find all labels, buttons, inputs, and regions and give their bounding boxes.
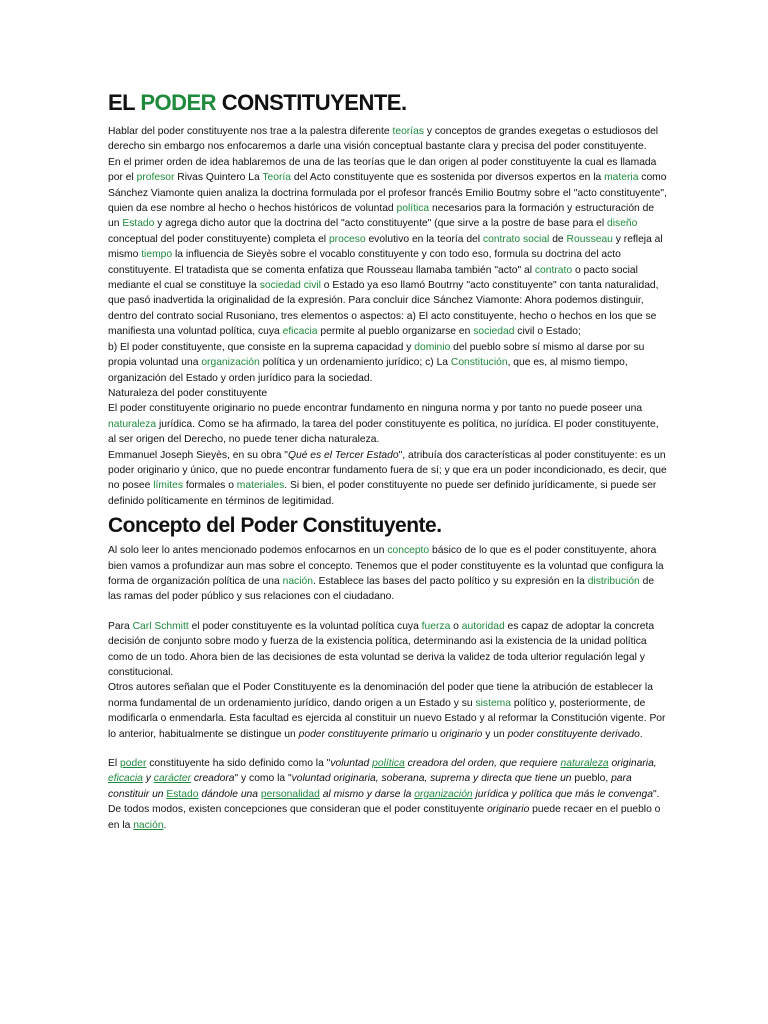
inline-link[interactable]: dominio [414,341,451,353]
inline-link[interactable]: Estado [122,218,155,230]
text-run: ", atribuía dos características al poder constituyente: es un poder originario y único, que no puede encontrar fundamento fuera de sí; y que era un poder incondicionado, es decir, que no posee [108,449,667,492]
paragraph [108,155,668,340]
text-run: poder constituyente derivado [507,728,640,740]
inline-link[interactable]: eficacia [282,326,318,338]
text-run: u [428,728,441,740]
text-run: originaria, [608,758,657,770]
text-run: Para [108,620,133,632]
inline-link[interactable]: política [372,758,405,770]
paragraph [108,680,668,742]
text-run: al mismo y darse la [319,788,415,800]
inline-link[interactable]: organización [414,788,473,800]
text-run: . [639,728,643,740]
text-run: jurídica. Como se ha afirmado, la tarea del poder constituyente es política, no jurídica. El poder constituyente, al ser origen del Derecho, no puede tener dicha naturaleza. [108,418,659,446]
text-run: Hablar del poder constituyente nos trae a la palestra diferente [108,126,393,137]
text-run: de las ramas del poder público y sus relaciones con el ciudadano. [108,575,655,603]
text-run: del pueblo sobre sí mismo al darse por su propia voluntad una [108,341,645,369]
text-run: Otros autores señalan que el Poder Constituyente es la denominación del poder que tiene la atribución de establecer la norma fundamental de un ordenamiento jurídico, dando origen a un Estado y su [108,682,653,709]
text-run: , que es, al mismo tiempo, organización del Estado y orden jurídico para la sociedad. [108,357,628,384]
intro-body [108,124,668,509]
text-run: b) El poder constituyente, que consiste en la suprema capacidad y [108,341,415,353]
text-run: o [450,620,462,632]
text-run: civil o Estado; [514,326,581,338]
paragraph-spacer [108,742,668,756]
concept-body [108,543,668,833]
paragraph [108,124,668,155]
paragraph-spacer [108,605,668,619]
text-run: básico de lo que es el poder constituyente, ahora bien vamos a profundizar aun mas sobre el concepto. Tenemos que el poder constituyente es la voluntad que configura la forma de organización política de una [108,545,664,587]
text-run: voluntad [330,758,373,770]
text-run: . [163,819,167,831]
text-run: la influencia de Sieyès sobre el vocablo constituyente y con todo eso, formula su doctrina del acto constituyente. El tratadista que se comenta enfatiza que Rousseau llamaba también "acto" al [108,249,621,276]
text-run: originario [486,804,530,816]
text-run: es capaz de adoptar la concreta decisión de conjunto sobre modo y fuerza de la existencia política, determinando asi la existencia de la unidad política como de un todo. Ahora bien de las decisiones de esta voluntad se deriva la validez de toda ulterior regulación legal y constitucional. [108,620,655,678]
inline-link[interactable]: nación [282,575,313,587]
text-run: y agrega dicho autor que la doctrina del "acto constituyente" (que sirve a la postre de base para el [154,218,608,230]
text-run: para constituir un [108,773,632,800]
text-run: voluntad originaria, soberana, suprema y directa que tiene un [291,773,575,785]
inline-link[interactable]: naturaleza [560,758,609,770]
text-run: y conceptos de grandes exegetas o estudiosos del derecho sin embargo nos enfocaremos a darle una visión conceptual bastante clara y precisa del poder constituyente. [108,126,659,153]
paragraph [108,756,668,833]
inline-link[interactable]: proceso [328,233,366,245]
text-run: ". De todos modos, existen concepciones que consideran que el poder constituyente [108,788,660,816]
inline-link[interactable]: naturaleza [108,418,157,430]
inline-link[interactable]: Rousseau [566,233,613,245]
text-run: Emmanuel Joseph Sieyès, en su obra " [108,449,288,461]
text-run: político y, posteriormente, de modificarla o enmendarla. Esta facultad es ejercida al constituir un nuevo Estado y al reformar la Constitución vigente. Por lo anterior, habitualmente se distingue un [108,697,666,740]
inline-link[interactable]: eficacia [108,773,143,785]
text-run: pueblo, [574,773,612,785]
inline-link[interactable]: Carl Schmitt [132,620,189,632]
text-run: creadora del orden, que requiere [404,758,561,770]
inline-link[interactable]: materiales [236,480,285,492]
text-run: evolutivo en la teoría del [365,233,483,245]
text-run: Qué es el Tercer Estado [287,449,399,461]
text-run: poder constituyente primario [298,728,429,740]
text-run: o pacto social mediante el cual se constituye la [108,264,638,292]
text-run: Al solo leer lo antes mencionado podemos enfocarnos en un [108,545,388,557]
text-run: " y como la " [234,773,292,785]
text-run: y [142,773,154,785]
title-prefix: EL [108,90,141,115]
inline-link[interactable]: fuerza [421,620,451,632]
inline-link[interactable]: concepto [387,545,430,557]
text-run: formales o [182,480,237,492]
text-run: política y un ordenamiento jurídico; c) La [259,357,451,369]
text-run: del Acto constituyente que es sostenida por diversos expertos en la [290,172,605,184]
text-run: . Si bien, el poder constituyente no puede ser definido jurídicamente, si puede ser definido políticamente en términos de legitimidad. [108,480,657,507]
text-run: el poder constituyente es la voluntad política cuya [188,620,422,632]
inline-link[interactable]: profesor [136,172,175,184]
page-title [108,90,668,116]
text-run: necesarios para la formación y estructuración de un [108,203,655,230]
title-accent: PODER [140,90,217,115]
paragraph [108,401,668,447]
inline-link[interactable]: autoridad [461,620,505,632]
inline-link[interactable]: sociedad [473,326,515,338]
paragraph [108,619,668,681]
inline-link[interactable]: límites [153,480,183,492]
paragraph [108,448,668,510]
inline-link[interactable]: personalidad [260,788,320,800]
paragraph [108,386,668,401]
inline-link[interactable]: distribución [587,575,640,587]
inline-link[interactable]: Teoría [262,172,291,184]
text-run: conceptual del poder constituyente) completa el [108,233,329,245]
text-run: jurídica y política que más le convenga [472,788,653,800]
inline-link[interactable]: sistema [475,697,511,709]
text-run: En el primer orden de idea hablaremos de una de las teorías que le dan origen al poder constituyente la cual es llamada por el [108,156,657,184]
inline-link[interactable]: nación [133,819,164,831]
paragraph [108,543,668,605]
inline-link[interactable]: carácter [153,773,191,785]
inline-link[interactable]: Estado [166,788,199,800]
text-run: como Sánchez Viamonte quien analiza la doctrina formulada por el profesor francés Emilio Boutmy sobre el "acto constituyente", quien da ese nombre al hecho o hechos históricos de voluntad [108,172,667,215]
text-run: Naturaleza del poder constituyente [108,387,268,399]
inline-link[interactable]: sociedad civil [259,280,321,292]
inline-link[interactable]: materia [604,172,639,184]
text-run: dándole una [198,788,261,800]
text-run: Rivas Quintero La [174,172,263,184]
text-run: puede recaer en el pueblo o en la [108,804,661,831]
text-run: constituyente ha sido definido como la " [146,758,331,770]
inline-link[interactable]: contrato social [482,233,550,245]
text-run: . Establece las bases del pacto político y su expresión en la [312,575,588,587]
inline-link[interactable]: política [396,203,430,215]
inline-link[interactable]: Constitución [450,357,508,369]
text-run: El [108,758,121,770]
inline-link[interactable]: teorías [392,126,424,137]
text-run: permite al pueblo organizarse en [317,326,474,338]
section-heading: Concepto del Poder Constituyente. [108,514,442,538]
text-run: originario [440,728,483,740]
inline-link[interactable]: poder [120,758,147,770]
text-run: creadora [191,773,235,785]
title-suffix: CONSTITUYENTE. [216,90,407,115]
text-run: y un [482,728,508,740]
inline-link[interactable]: tiempo [141,249,173,261]
inline-link[interactable]: organización [201,357,260,369]
inline-link[interactable]: contrato [534,264,573,276]
document-page [108,90,668,833]
text-run: El poder constituyente originario no puede encontrar fundamento en ninguna norma y por tanto no puede poseer una [108,403,643,415]
inline-link[interactable]: diseño [607,218,638,230]
text-run: y refleja al mismo [108,233,663,261]
paragraph [108,340,668,386]
text-run: de [549,233,567,245]
text-run: o Estado ya eso llamó Boutrny "acto constituyente" con tanta naturalidad, que pasó inadvertida la originalidad de la expresión. Para concluir dice Sánchez Viamonte: Ahora podemos distinguir, dentro del contrato social Rusoniano, tres elementos o aspectos: a) El acto constituyente, hecho o hechos en los que se manifiesta una voluntad política, cuya [108,280,659,338]
